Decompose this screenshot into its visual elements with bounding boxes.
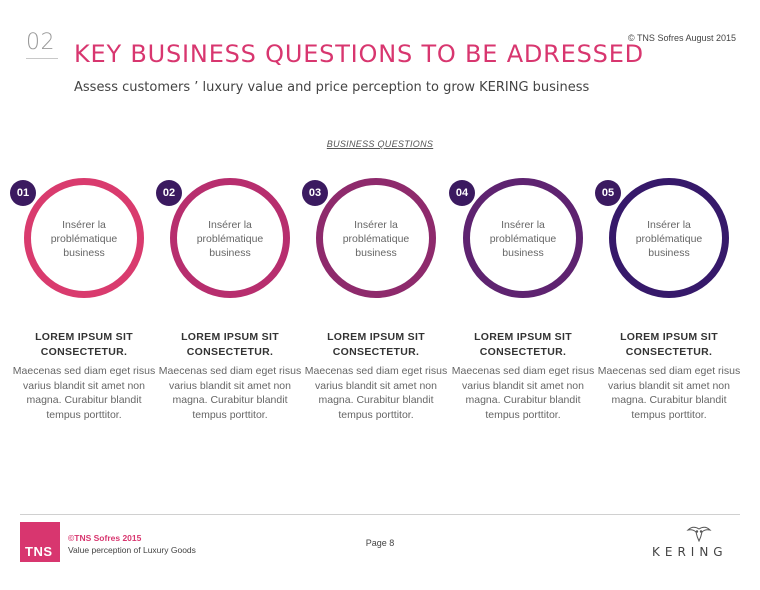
kering-logo-text: KERING [652, 545, 728, 559]
question-card-1 [11, 176, 157, 422]
card-heading: LOREM IPSUM SIT CONSECTETUR. [35, 331, 133, 358]
footer-subtitle: Value perception of Luxury Goods [68, 545, 196, 555]
card-body: Maecenas sed diam eget risus varius blandit sit amet non magna. Curabitur blandit tempus porttitor. [304, 365, 448, 421]
card-body: Maecenas sed diam eget risus varius blandit sit amet non magna. Curabitur blandit tempus porttitor. [158, 365, 302, 421]
card-body: Maecenas sed diam eget risus varius blandit sit amet non magna. Curabitur blandit tempus porttitor. [451, 365, 595, 421]
question-card-2 [157, 176, 303, 422]
page-subtitle: Assess customers ’ luxury value and price perception to grow KERING business [74, 80, 590, 95]
ring-text: Insérer la problématique business [50, 219, 118, 259]
page-number: Page 8 [365, 538, 395, 548]
number-badge: 01 [10, 180, 36, 206]
card-heading: LOREM IPSUM SIT CONSECTETUR. [474, 331, 572, 358]
footer-company: ©TNS Sofres 2015 [68, 533, 142, 543]
slide-number: 02 [26, 30, 55, 55]
kering-owl-icon [686, 524, 712, 544]
number-badge: 02 [156, 180, 182, 206]
footer-divider [20, 514, 740, 515]
question-card-5 [596, 176, 742, 422]
number-badge: 03 [302, 180, 328, 206]
question-card-3 [303, 176, 449, 422]
card-heading: LOREM IPSUM SIT CONSECTETUR. [620, 331, 718, 358]
question-card-4 [450, 176, 596, 422]
page-title: KEY BUSINESS QUESTIONS TO BE ADRESSED [74, 40, 644, 68]
copyright-top: © TNS Sofres August 2015 [627, 33, 736, 43]
ring-text: Insérer la problématique business [489, 219, 557, 259]
card-heading: LOREM IPSUM SIT CONSECTETUR. [327, 331, 425, 358]
card-body: Maecenas sed diam eget risus varius blandit sit amet non magna. Curabitur blandit tempus porttitor. [597, 365, 741, 421]
section-label: BUSINESS QUESTIONS [326, 139, 434, 149]
number-badge: 04 [449, 180, 475, 206]
number-badge: 05 [595, 180, 621, 206]
ring-text: Insérer la problématique business [635, 219, 703, 259]
ring-text: Insérer la problématique business [196, 219, 264, 259]
card-heading: LOREM IPSUM SIT CONSECTETUR. [181, 331, 279, 358]
ring-text: Insérer la problématique business [342, 219, 410, 259]
tns-logo-text: TNS [25, 544, 53, 559]
card-body: Maecenas sed diam eget risus varius blandit sit amet non magna. Curabitur blandit tempus porttitor. [12, 365, 156, 421]
